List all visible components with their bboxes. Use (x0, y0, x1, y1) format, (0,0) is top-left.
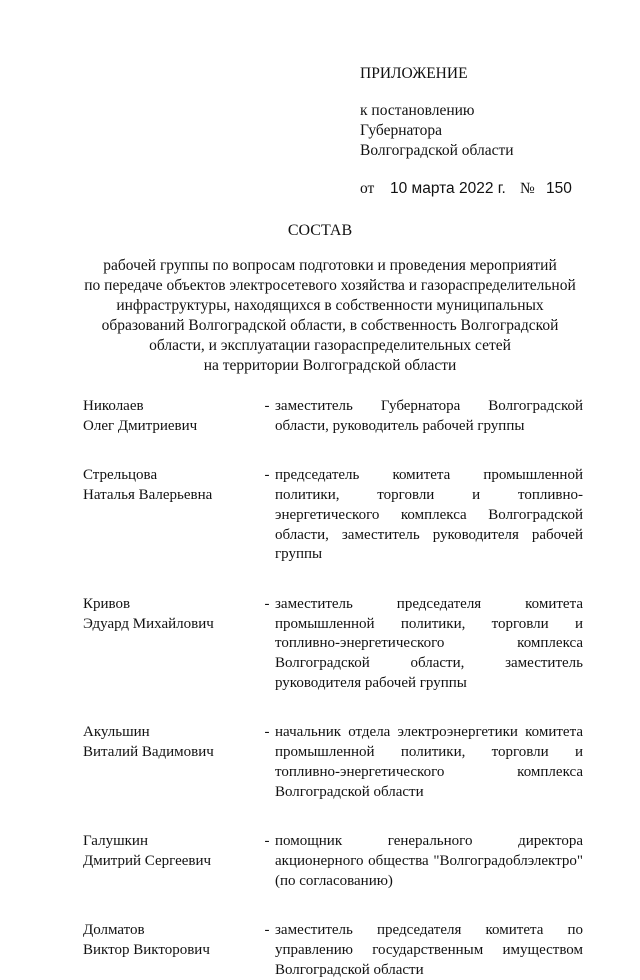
page-title: СОСТАВ (287, 222, 353, 239)
subtitle-line: инфраструктуры, находящихся в собственности муниципальных (116, 297, 544, 314)
member-dash: - (264, 833, 270, 850)
member-dash: - (264, 724, 270, 741)
member-role: заместитель председателя комитета промышленной политики, торговли и топливно-энергетического комплекса Волгоградской области, заместитель руководителя рабочей группы (275, 595, 583, 691)
member-surname: Акульшин (83, 724, 150, 741)
member-role: заместитель председателя комитета по управлению государственным имуществом Волгоградской области (275, 922, 583, 978)
number-prefix: № (520, 180, 535, 197)
list-item (83, 832, 583, 891)
member-surname: Галушкин (83, 833, 148, 850)
list-item (83, 723, 583, 802)
member-given-name: Виктор Викторович (83, 942, 210, 959)
subtitle-line: области, и эксплуатации газораспределительных сетей (149, 337, 511, 354)
member-name (83, 921, 259, 980)
member-given-name: Дмитрий Сергеевич (83, 852, 212, 869)
list-item (83, 921, 583, 980)
appendix-line: Волгоградской области (360, 142, 514, 159)
member-role: заместитель Губернатора Волгоградской области, руководитель рабочей группы (275, 398, 583, 434)
member-name (83, 466, 259, 565)
list-item (83, 595, 583, 694)
member-given-name: Наталья Валерьевна (83, 487, 213, 504)
member-surname: Николаев (83, 398, 144, 414)
subtitle (60, 256, 600, 376)
member-surname: Стрельцова (83, 467, 158, 484)
member-given-name: Виталий Вадимович (83, 744, 214, 761)
member-surname: Долматов (83, 922, 145, 939)
member-surname: Кривов (83, 595, 131, 612)
appendix-line: к постановлению (360, 102, 475, 119)
member-given-name: Олег Дмитриевич (83, 417, 198, 434)
appendix-dateline (360, 179, 572, 199)
member-dash: - (264, 595, 270, 612)
member-role: помощник генерального директора акционерного общества "Волгоградоблэлектро" (по согласованию) (275, 833, 583, 889)
member-role: председатель комитета промышленной политики, торговли и топливно-энергетического комплекса Волгоградской области, заместитель руководителя рабочей группы (275, 467, 583, 563)
member-list (83, 397, 583, 980)
member-name (83, 832, 259, 891)
subtitle-line: рабочей группы по вопросам подготовки и проведения мероприятий (103, 257, 557, 274)
subtitle-line: на территории Волгоградской области (203, 357, 457, 374)
subtitle-line: по передаче объектов электросетевого хозяйства и газораспределительной (84, 277, 576, 294)
list-item (83, 466, 583, 565)
subtitle-line: образований Волгоградской области, в собственность Волгоградской (101, 317, 559, 334)
member-name (83, 397, 259, 436)
member-role: начальник отдела электроэнергетики комитета промышленной политики, торговли и топливно-энергетического комплекса Волгоградской области (275, 724, 583, 800)
member-given-name: Эдуард Михайлович (83, 615, 214, 632)
date-prefix: от (360, 180, 375, 197)
member-dash: - (264, 922, 270, 939)
member-name (83, 723, 259, 802)
member-name (83, 595, 259, 694)
appendix-block (360, 64, 572, 199)
appendix-title: ПРИЛОЖЕНИЕ (360, 65, 468, 82)
appendix-line: Губернатора (360, 122, 442, 139)
decree-date: 10 марта 2022 г. (390, 180, 506, 197)
member-dash: - (264, 467, 270, 484)
member-dash: - (264, 398, 270, 414)
list-item (83, 397, 583, 436)
decree-number: 150 (546, 180, 572, 197)
